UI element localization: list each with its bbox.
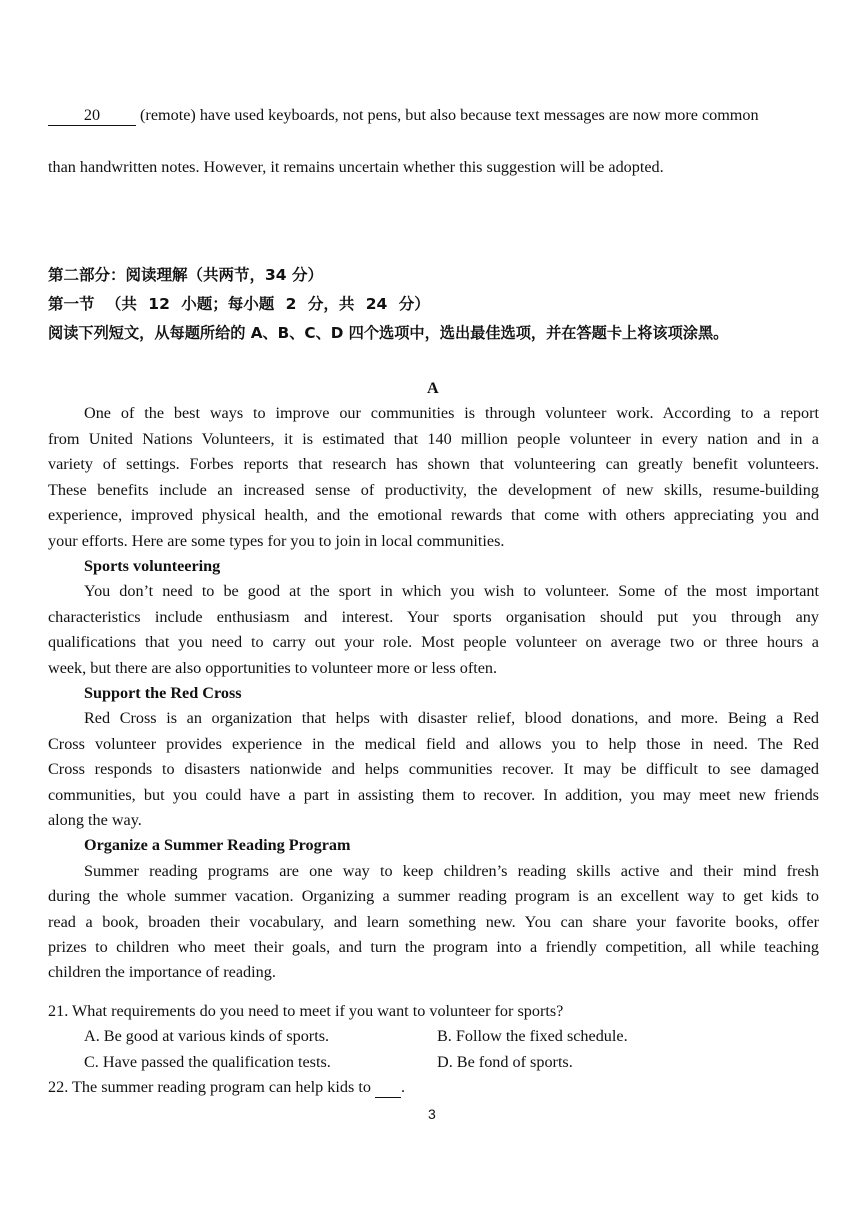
passage-line: characteristics include enthusiasm and interest. Your sports organisation should put you through any [48, 608, 819, 626]
passage-line: week, but there are also opportunities to volunteer more or less often. [48, 659, 498, 677]
question-22-stem [48, 1078, 405, 1098]
passage-label: A [427, 379, 439, 397]
passage-line: Cross volunteer provides experience in the medical field and allows you to help those in need. The Red [48, 735, 819, 753]
passage-line: from United Nations Volunteers, it is estimated that 140 million people volunteer in every nation and in a [48, 430, 819, 448]
passage-line: communities, but you could have a part in assisting them to recover. In addition, you may meet new friends [48, 786, 819, 804]
page-number: 3 [428, 1106, 436, 1122]
passage-line: experience, improved physical health, and the emotional rewards that come with others appreciating you and [48, 506, 819, 524]
passage-line: during the whole summer vacation. Organizing a summer reading program is an excellent way to get kids to [48, 887, 819, 905]
passage-line: You don’t need to be good at the sport in which you wish to volunteer. Some of the most important [84, 582, 819, 600]
passage-line: variety of settings. Forbes reports that research has shown that volunteering can greatly benefit volunteers. [48, 455, 819, 473]
part2-heading: 第二部分：阅读理解（共两节，34 分） [48, 266, 323, 284]
question-22-blank [375, 1078, 401, 1098]
cloze-line-1-text: have used keyboards, not pens, but also because text messages are now more common [195, 106, 759, 124]
question-21-option-a: A. Be good at various kinds of sports. [84, 1027, 330, 1045]
passage-line: These benefits include an increased sense of productivity, the development of new skills, resume-building [48, 481, 819, 499]
subheading-reading-program: Organize a Summer Reading Program [84, 836, 351, 854]
subheading-red-cross: Support the Red Cross [84, 684, 242, 702]
subheading-sports: Sports volunteering [84, 557, 221, 575]
question-22-text: 22. The summer reading program can help kids to [48, 1078, 371, 1096]
passage-line: read a book, broaden their vocabulary, and learn something new. You can share your favorite books, offer [48, 913, 819, 931]
passage-line: Cross responds to disasters nationwide and helps communities recover. It may be difficult to see damaged [48, 760, 819, 778]
question-21-option-b: B. Follow the fixed schedule. [437, 1027, 628, 1045]
question-22-end: . [400, 1078, 406, 1096]
passage-line: qualifications that you need to carry out your role. Most people volunteer on average two or three hours a [48, 633, 819, 651]
passage-line: One of the best ways to improve our communities is through volunteer work. According to a report [84, 404, 819, 422]
passage-line: prizes to children who meet their goals, and turn the program into a friendly competition, all while teaching [48, 938, 819, 956]
instruction: 阅读下列短文，从每题所给的 A、B、C、D 四个选项中，选出最佳选项，并在答题卡上将该项涂黑。 [48, 324, 729, 342]
cloze-hint: (remote) [140, 106, 196, 124]
passage-line: along the way. [48, 811, 142, 829]
question-21-stem: 21. What requirements do you need to meet if you want to volunteer for sports? [48, 1002, 564, 1020]
passage-line: Summer reading programs are one way to keep children’s reading skills active and their mind fresh [84, 862, 819, 880]
question-21-option-c: C. Have passed the qualification tests. [84, 1053, 331, 1071]
cloze-blank-20 [48, 106, 136, 126]
passage-line: Red Cross is an organization that helps with disaster relief, blood donations, and more. Being a Red [84, 709, 819, 727]
blank-number: 20 [83, 106, 101, 124]
question-21-option-d: D. Be fond of sports. [437, 1053, 573, 1071]
cloze-line-2: than handwritten notes. However, it remains uncertain whether this suggestion will be adopted. [48, 158, 664, 176]
cloze-line-1 [48, 106, 759, 126]
passage-line: children the importance of reading. [48, 963, 276, 981]
passage-line: your efforts. Here are some types for you to join in local communities. [48, 532, 505, 550]
section-title: 第一节 （共 12 小题；每小题 2 分，共 24 分） [48, 295, 430, 313]
